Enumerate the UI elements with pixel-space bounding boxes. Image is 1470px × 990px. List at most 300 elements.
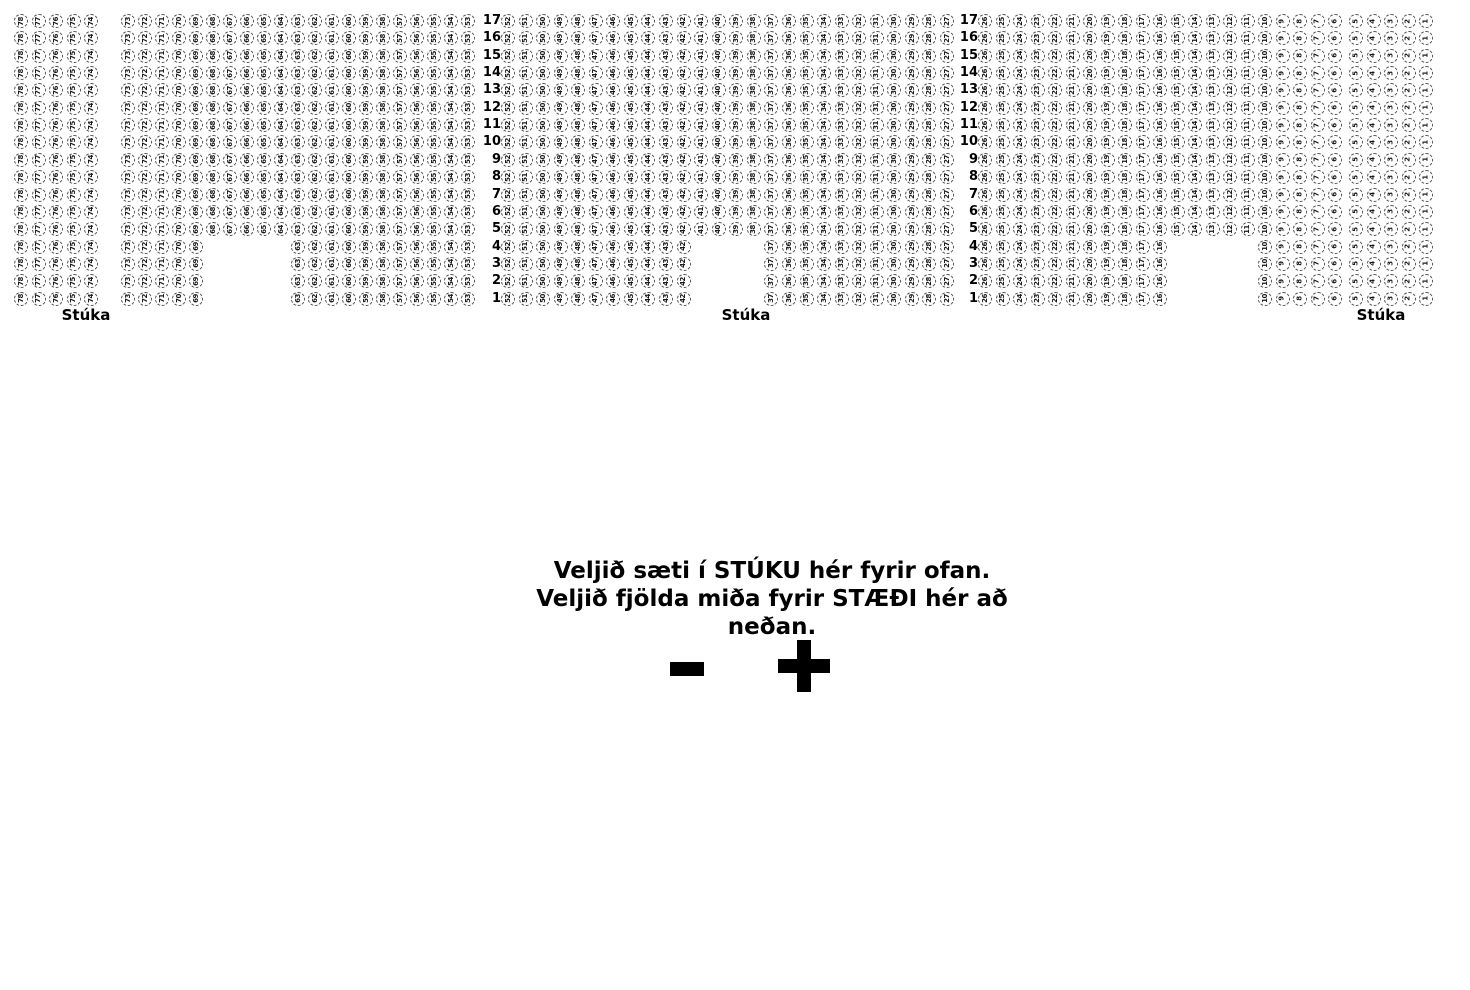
seat[interactable] xyxy=(712,205,726,219)
seat[interactable] xyxy=(922,240,936,254)
seat[interactable] xyxy=(978,66,992,80)
seat[interactable] xyxy=(1048,49,1062,63)
seat[interactable] xyxy=(291,292,305,306)
seat[interactable] xyxy=(694,66,708,80)
seat[interactable] xyxy=(1293,135,1307,149)
seat[interactable] xyxy=(1188,170,1202,184)
seat[interactable] xyxy=(1223,83,1237,97)
seat[interactable] xyxy=(1188,153,1202,167)
seat[interactable] xyxy=(1136,153,1150,167)
seat[interactable] xyxy=(501,66,515,80)
seat[interactable] xyxy=(764,188,778,202)
seat[interactable] xyxy=(589,222,603,236)
seat[interactable] xyxy=(1328,170,1342,184)
seat[interactable] xyxy=(1402,83,1416,97)
seat[interactable] xyxy=(677,292,691,306)
seat[interactable] xyxy=(1031,292,1045,306)
seat[interactable] xyxy=(905,135,919,149)
seat[interactable] xyxy=(1241,170,1255,184)
seat[interactable] xyxy=(393,135,407,149)
seat[interactable] xyxy=(1031,170,1045,184)
seat[interactable] xyxy=(677,118,691,132)
seat[interactable] xyxy=(1384,153,1398,167)
seat[interactable] xyxy=(554,14,568,28)
seat[interactable] xyxy=(189,118,203,132)
seat[interactable] xyxy=(747,14,761,28)
seat[interactable] xyxy=(32,188,46,202)
seat[interactable] xyxy=(393,222,407,236)
seat[interactable] xyxy=(800,66,814,80)
seat[interactable] xyxy=(155,292,169,306)
seat[interactable] xyxy=(1258,135,1272,149)
seat[interactable] xyxy=(1031,222,1045,236)
seat[interactable] xyxy=(887,274,901,288)
seat[interactable] xyxy=(1188,222,1202,236)
seat[interactable] xyxy=(1083,205,1097,219)
seat[interactable] xyxy=(376,222,390,236)
seat[interactable] xyxy=(835,135,849,149)
seat[interactable] xyxy=(1101,66,1115,80)
seat[interactable] xyxy=(1083,66,1097,80)
seat[interactable] xyxy=(32,274,46,288)
seat[interactable] xyxy=(1402,101,1416,115)
seat[interactable] xyxy=(1066,118,1080,132)
seat[interactable] xyxy=(189,14,203,28)
seat[interactable] xyxy=(49,118,63,132)
seat[interactable] xyxy=(1066,274,1080,288)
seat[interactable] xyxy=(1013,240,1027,254)
seat[interactable] xyxy=(223,14,237,28)
seat[interactable] xyxy=(571,31,585,45)
seat[interactable] xyxy=(571,101,585,115)
seat[interactable] xyxy=(1136,31,1150,45)
seat[interactable] xyxy=(461,257,475,271)
seat[interactable] xyxy=(1311,101,1325,115)
seat[interactable] xyxy=(1349,170,1363,184)
seat[interactable] xyxy=(49,170,63,184)
seat[interactable] xyxy=(138,118,152,132)
seat[interactable] xyxy=(14,292,28,306)
seat[interactable] xyxy=(606,222,620,236)
seat[interactable] xyxy=(155,170,169,184)
seat[interactable] xyxy=(444,222,458,236)
seat[interactable] xyxy=(172,153,186,167)
seat[interactable] xyxy=(1402,118,1416,132)
seat[interactable] xyxy=(325,153,339,167)
seat[interactable] xyxy=(764,66,778,80)
seat[interactable] xyxy=(606,153,620,167)
seat[interactable] xyxy=(189,274,203,288)
seat[interactable] xyxy=(410,274,424,288)
seat[interactable] xyxy=(1083,14,1097,28)
seat[interactable] xyxy=(291,49,305,63)
seat[interactable] xyxy=(922,205,936,219)
seat[interactable] xyxy=(1293,83,1307,97)
seat[interactable] xyxy=(1083,118,1097,132)
seat[interactable] xyxy=(14,153,28,167)
seat[interactable] xyxy=(978,101,992,115)
seat[interactable] xyxy=(1349,240,1363,254)
seat[interactable] xyxy=(274,222,288,236)
seat[interactable] xyxy=(996,240,1010,254)
seat[interactable] xyxy=(1031,14,1045,28)
seat[interactable] xyxy=(782,135,796,149)
seat[interactable] xyxy=(223,153,237,167)
seat[interactable] xyxy=(49,240,63,254)
seat[interactable] xyxy=(359,257,373,271)
seat[interactable] xyxy=(121,31,135,45)
seat[interactable] xyxy=(782,257,796,271)
seat[interactable] xyxy=(1013,170,1027,184)
seat[interactable] xyxy=(1031,66,1045,80)
seat[interactable] xyxy=(206,153,220,167)
seat[interactable] xyxy=(1048,101,1062,115)
seat[interactable] xyxy=(1223,14,1237,28)
seat[interactable] xyxy=(835,170,849,184)
seat[interactable] xyxy=(1118,170,1132,184)
seat[interactable] xyxy=(1419,222,1433,236)
seat[interactable] xyxy=(325,240,339,254)
seat[interactable] xyxy=(206,14,220,28)
seat[interactable] xyxy=(206,222,220,236)
seat[interactable] xyxy=(835,222,849,236)
seat[interactable] xyxy=(782,66,796,80)
seat[interactable] xyxy=(84,83,98,97)
seat[interactable] xyxy=(138,135,152,149)
seat[interactable] xyxy=(1241,205,1255,219)
seat[interactable] xyxy=(712,222,726,236)
decrease-quantity-button[interactable] xyxy=(660,648,714,690)
seat[interactable] xyxy=(1013,257,1027,271)
seat[interactable] xyxy=(393,49,407,63)
seat[interactable] xyxy=(155,101,169,115)
seat[interactable] xyxy=(376,153,390,167)
seat[interactable] xyxy=(1206,188,1220,202)
seat[interactable] xyxy=(1293,222,1307,236)
seat[interactable] xyxy=(641,153,655,167)
seat[interactable] xyxy=(800,118,814,132)
seat[interactable] xyxy=(659,83,673,97)
seat[interactable] xyxy=(121,49,135,63)
seat[interactable] xyxy=(1083,83,1097,97)
seat[interactable] xyxy=(624,257,638,271)
seat[interactable] xyxy=(870,274,884,288)
seat[interactable] xyxy=(223,66,237,80)
seat[interactable] xyxy=(519,14,533,28)
seat[interactable] xyxy=(606,274,620,288)
seat[interactable] xyxy=(1258,153,1272,167)
seat[interactable] xyxy=(870,135,884,149)
seat[interactable] xyxy=(870,240,884,254)
seat[interactable] xyxy=(817,135,831,149)
seat[interactable] xyxy=(1293,188,1307,202)
seat[interactable] xyxy=(996,31,1010,45)
seat[interactable] xyxy=(1349,153,1363,167)
seat[interactable] xyxy=(940,188,954,202)
seat[interactable] xyxy=(817,257,831,271)
seat[interactable] xyxy=(1328,153,1342,167)
seat[interactable] xyxy=(49,274,63,288)
seat[interactable] xyxy=(1258,188,1272,202)
seat[interactable] xyxy=(1083,188,1097,202)
seat[interactable] xyxy=(589,49,603,63)
seat[interactable] xyxy=(1101,222,1115,236)
seat[interactable] xyxy=(800,153,814,167)
seat[interactable] xyxy=(940,49,954,63)
seat[interactable] xyxy=(764,153,778,167)
seat[interactable] xyxy=(1136,101,1150,115)
seat[interactable] xyxy=(138,31,152,45)
seat[interactable] xyxy=(571,14,585,28)
seat[interactable] xyxy=(1402,205,1416,219)
seat[interactable] xyxy=(121,257,135,271)
seat[interactable] xyxy=(1101,188,1115,202)
seat[interactable] xyxy=(393,188,407,202)
seat[interactable] xyxy=(536,153,550,167)
seat[interactable] xyxy=(1101,274,1115,288)
seat[interactable] xyxy=(536,31,550,45)
seat[interactable] xyxy=(257,205,271,219)
seat[interactable] xyxy=(393,14,407,28)
seat[interactable] xyxy=(1188,188,1202,202)
seat[interactable] xyxy=(393,83,407,97)
seat[interactable] xyxy=(155,135,169,149)
seat[interactable] xyxy=(1311,118,1325,132)
seat[interactable] xyxy=(1066,66,1080,80)
seat[interactable] xyxy=(1153,222,1167,236)
seat[interactable] xyxy=(870,170,884,184)
seat[interactable] xyxy=(410,205,424,219)
seat[interactable] xyxy=(1153,135,1167,149)
seat[interactable] xyxy=(138,49,152,63)
seat[interactable] xyxy=(729,135,743,149)
seat[interactable] xyxy=(782,49,796,63)
seat[interactable] xyxy=(1384,49,1398,63)
seat[interactable] xyxy=(1293,31,1307,45)
seat[interactable] xyxy=(996,66,1010,80)
seat[interactable] xyxy=(1276,153,1290,167)
seat[interactable] xyxy=(325,257,339,271)
seat[interactable] xyxy=(519,31,533,45)
seat[interactable] xyxy=(519,240,533,254)
seat[interactable] xyxy=(922,222,936,236)
seat[interactable] xyxy=(1101,292,1115,306)
seat[interactable] xyxy=(1311,170,1325,184)
seat[interactable] xyxy=(1066,83,1080,97)
seat[interactable] xyxy=(393,257,407,271)
seat[interactable] xyxy=(359,170,373,184)
seat[interactable] xyxy=(67,31,81,45)
seat[interactable] xyxy=(49,101,63,115)
seat[interactable] xyxy=(554,66,568,80)
seat[interactable] xyxy=(240,188,254,202)
seat[interactable] xyxy=(817,222,831,236)
seat[interactable] xyxy=(1223,66,1237,80)
seat[interactable] xyxy=(624,83,638,97)
seat[interactable] xyxy=(444,240,458,254)
seat[interactable] xyxy=(393,240,407,254)
seat[interactable] xyxy=(712,49,726,63)
seat[interactable] xyxy=(1066,31,1080,45)
seat[interactable] xyxy=(835,14,849,28)
seat[interactable] xyxy=(1118,240,1132,254)
seat[interactable] xyxy=(1136,257,1150,271)
seat[interactable] xyxy=(694,14,708,28)
seat[interactable] xyxy=(325,292,339,306)
seat[interactable] xyxy=(1367,292,1381,306)
seat[interactable] xyxy=(1402,49,1416,63)
seat[interactable] xyxy=(571,292,585,306)
seat[interactable] xyxy=(817,205,831,219)
seat[interactable] xyxy=(1031,101,1045,115)
seat[interactable] xyxy=(1013,205,1027,219)
seat[interactable] xyxy=(1206,49,1220,63)
seat[interactable] xyxy=(49,83,63,97)
seat[interactable] xyxy=(427,257,441,271)
seat[interactable] xyxy=(852,49,866,63)
seat[interactable] xyxy=(325,274,339,288)
seat[interactable] xyxy=(32,31,46,45)
seat[interactable] xyxy=(978,274,992,288)
seat[interactable] xyxy=(172,170,186,184)
seat[interactable] xyxy=(359,135,373,149)
seat[interactable] xyxy=(978,135,992,149)
seat[interactable] xyxy=(782,118,796,132)
seat[interactable] xyxy=(32,101,46,115)
seat[interactable] xyxy=(461,135,475,149)
seat[interactable] xyxy=(172,118,186,132)
seat[interactable] xyxy=(1276,170,1290,184)
seat[interactable] xyxy=(342,188,356,202)
seat[interactable] xyxy=(712,170,726,184)
seat[interactable] xyxy=(800,257,814,271)
seat[interactable] xyxy=(1083,31,1097,45)
seat[interactable] xyxy=(410,240,424,254)
seat[interactable] xyxy=(274,118,288,132)
seat[interactable] xyxy=(1419,240,1433,254)
seat[interactable] xyxy=(257,31,271,45)
seat[interactable] xyxy=(922,153,936,167)
seat[interactable] xyxy=(291,240,305,254)
seat[interactable] xyxy=(1171,66,1185,80)
seat[interactable] xyxy=(764,14,778,28)
seat[interactable] xyxy=(624,14,638,28)
seat[interactable] xyxy=(1066,257,1080,271)
seat[interactable] xyxy=(1276,240,1290,254)
seat[interactable] xyxy=(1013,66,1027,80)
seat[interactable] xyxy=(1419,83,1433,97)
seat[interactable] xyxy=(1048,66,1062,80)
seat[interactable] xyxy=(501,118,515,132)
seat[interactable] xyxy=(14,49,28,63)
seat[interactable] xyxy=(1031,153,1045,167)
seat[interactable] xyxy=(940,118,954,132)
seat[interactable] xyxy=(1276,205,1290,219)
seat[interactable] xyxy=(978,188,992,202)
seat[interactable] xyxy=(1367,135,1381,149)
seat[interactable] xyxy=(67,188,81,202)
seat[interactable] xyxy=(308,118,322,132)
seat[interactable] xyxy=(1258,240,1272,254)
seat[interactable] xyxy=(677,101,691,115)
seat[interactable] xyxy=(1118,66,1132,80)
seat[interactable] xyxy=(764,240,778,254)
seat[interactable] xyxy=(1066,205,1080,219)
seat[interactable] xyxy=(1223,101,1237,115)
seat[interactable] xyxy=(1171,118,1185,132)
seat[interactable] xyxy=(342,222,356,236)
seat[interactable] xyxy=(659,188,673,202)
seat[interactable] xyxy=(444,118,458,132)
seat[interactable] xyxy=(905,205,919,219)
seat[interactable] xyxy=(1083,274,1097,288)
seat[interactable] xyxy=(342,14,356,28)
seat[interactable] xyxy=(519,222,533,236)
seat[interactable] xyxy=(308,14,322,28)
seat[interactable] xyxy=(747,153,761,167)
seat[interactable] xyxy=(1136,222,1150,236)
seat[interactable] xyxy=(729,49,743,63)
seat[interactable] xyxy=(84,257,98,271)
seat[interactable] xyxy=(1101,118,1115,132)
seat[interactable] xyxy=(905,240,919,254)
seat[interactable] xyxy=(589,101,603,115)
seat[interactable] xyxy=(1031,83,1045,97)
seat[interactable] xyxy=(1188,83,1202,97)
seat[interactable] xyxy=(782,274,796,288)
seat[interactable] xyxy=(223,31,237,45)
seat[interactable] xyxy=(1349,31,1363,45)
seat[interactable] xyxy=(571,153,585,167)
seat[interactable] xyxy=(571,66,585,80)
seat[interactable] xyxy=(1293,257,1307,271)
seat[interactable] xyxy=(996,153,1010,167)
seat[interactable] xyxy=(1223,222,1237,236)
seat[interactable] xyxy=(67,222,81,236)
seat[interactable] xyxy=(782,31,796,45)
seat[interactable] xyxy=(519,188,533,202)
seat[interactable] xyxy=(764,257,778,271)
seat[interactable] xyxy=(1384,188,1398,202)
seat[interactable] xyxy=(240,66,254,80)
seat[interactable] xyxy=(554,135,568,149)
seat[interactable] xyxy=(1419,66,1433,80)
seat[interactable] xyxy=(1328,83,1342,97)
seat[interactable] xyxy=(729,222,743,236)
seat[interactable] xyxy=(308,101,322,115)
seat[interactable] xyxy=(291,83,305,97)
seat[interactable] xyxy=(240,222,254,236)
seat[interactable] xyxy=(501,188,515,202)
seat[interactable] xyxy=(257,118,271,132)
seat[interactable] xyxy=(712,153,726,167)
seat[interactable] xyxy=(14,205,28,219)
seat[interactable] xyxy=(887,292,901,306)
seat[interactable] xyxy=(1066,153,1080,167)
seat[interactable] xyxy=(1136,135,1150,149)
seat[interactable] xyxy=(1031,188,1045,202)
seat[interactable] xyxy=(189,135,203,149)
seat[interactable] xyxy=(155,83,169,97)
seat[interactable] xyxy=(905,170,919,184)
seat[interactable] xyxy=(677,153,691,167)
seat[interactable] xyxy=(138,222,152,236)
seat[interactable] xyxy=(554,257,568,271)
seat[interactable] xyxy=(852,14,866,28)
seat[interactable] xyxy=(641,83,655,97)
seat[interactable] xyxy=(121,135,135,149)
seat[interactable] xyxy=(747,135,761,149)
